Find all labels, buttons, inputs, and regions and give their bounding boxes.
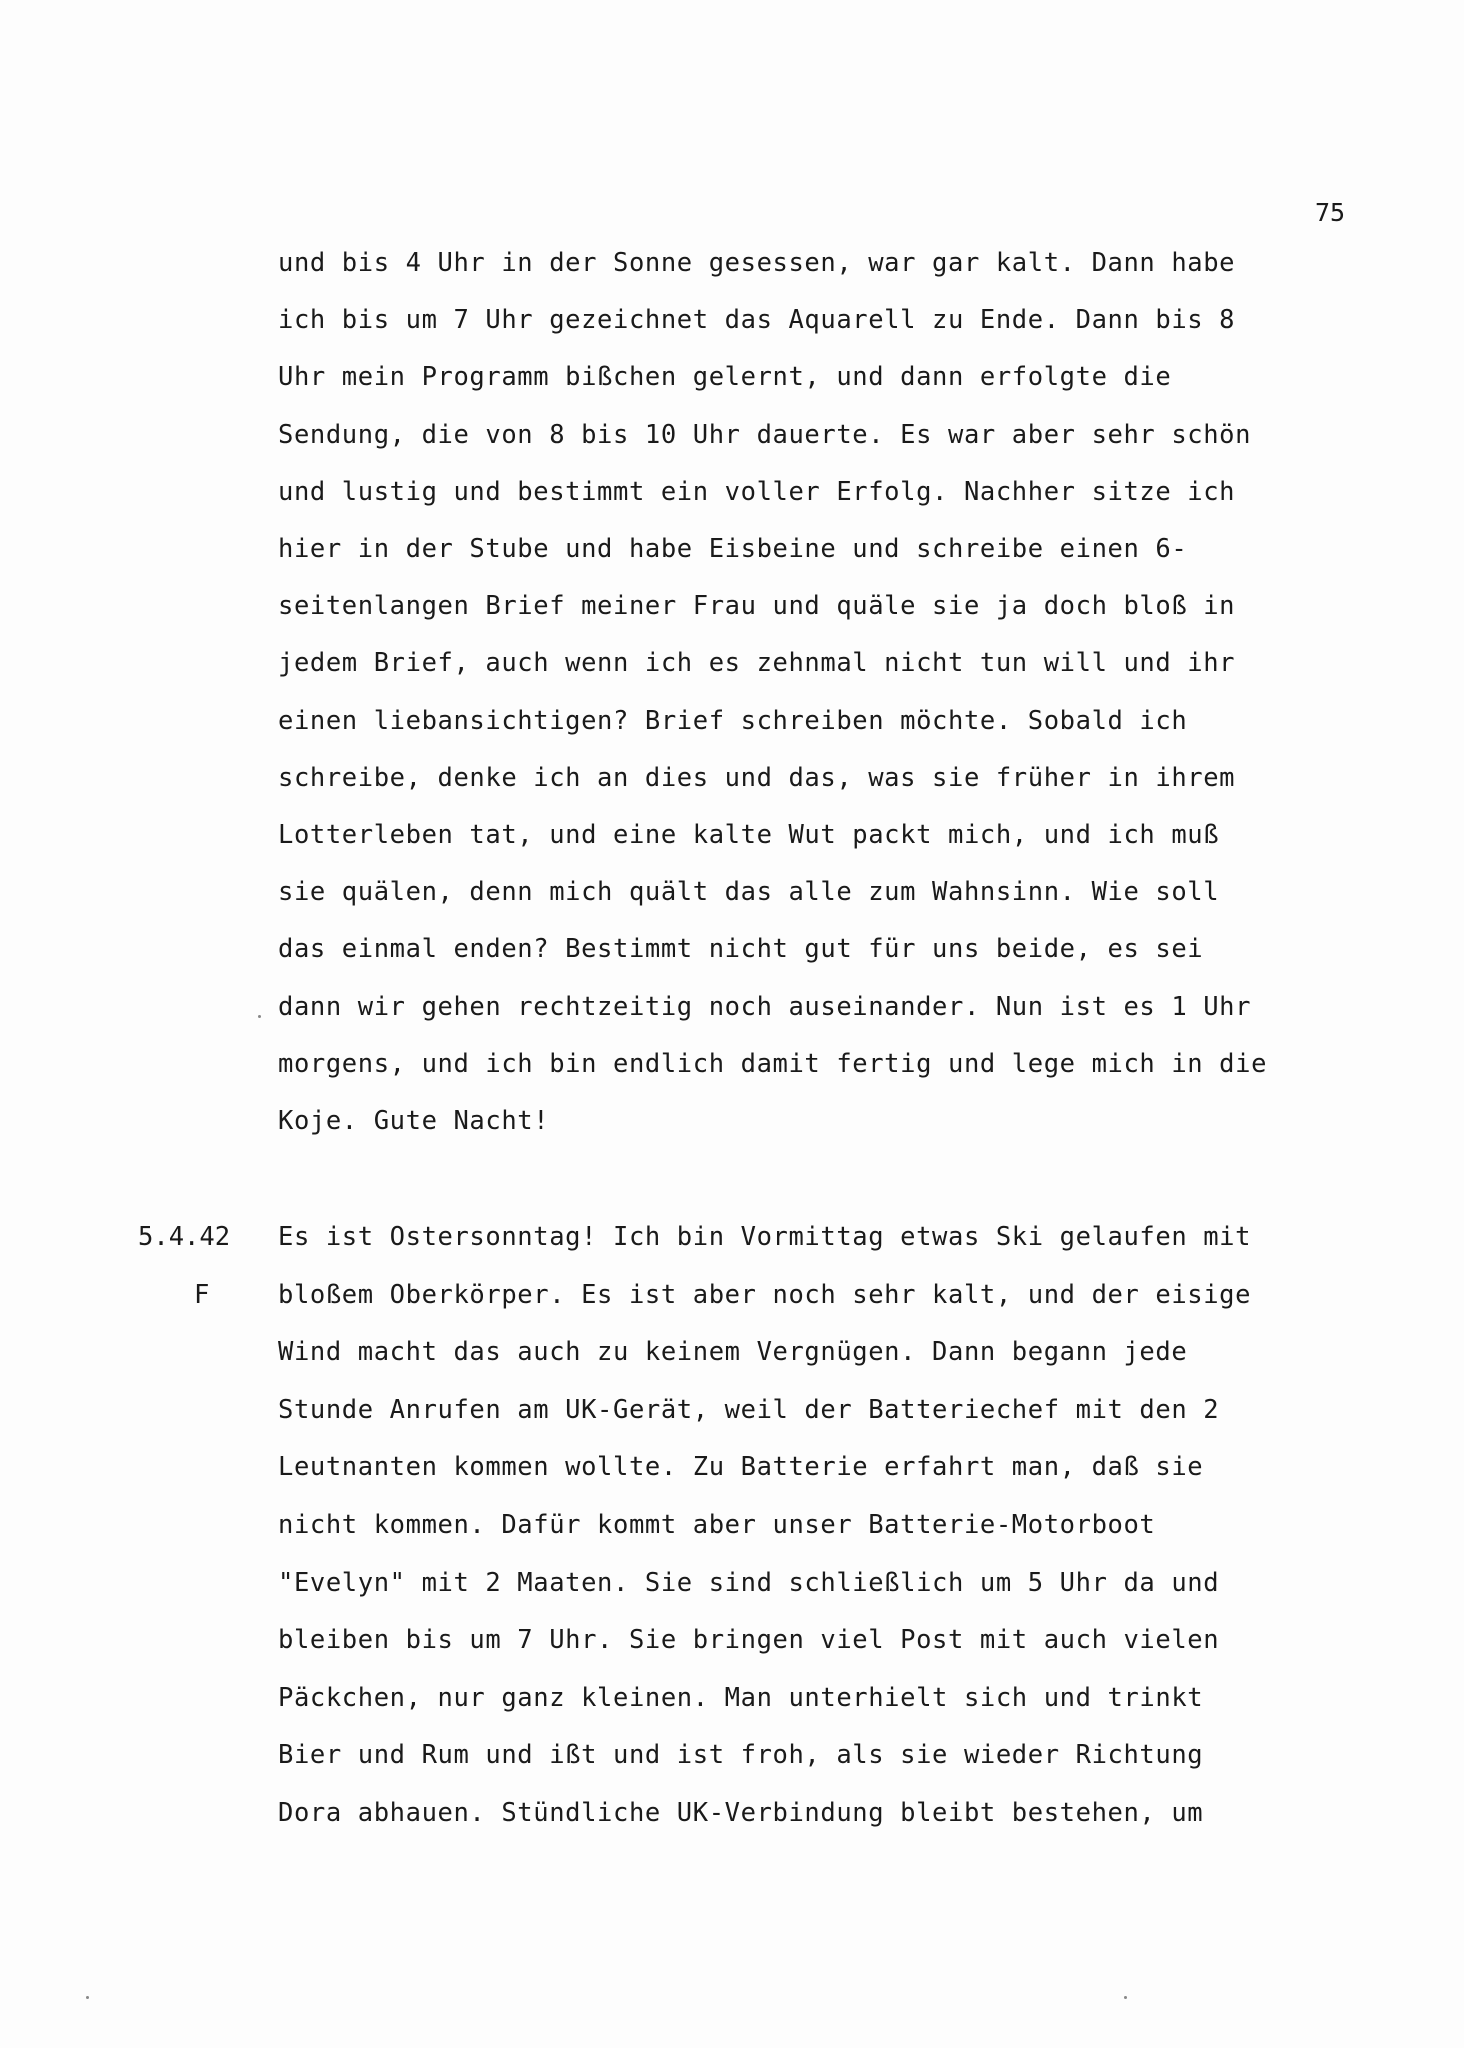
- scan-speck: [86, 1996, 89, 1999]
- text-line: Es ist Ostersonntag! Ich bin Vormittag etwas Ski gelaufen mit: [278, 1222, 1252, 1252]
- text-line: sie quälen, denn mich quält das alle zum Wahnsinn. Wie soll: [278, 877, 1220, 908]
- text-line: Uhr mein Programm bißchen gelernt, und dann erfolgte die: [278, 362, 1172, 393]
- entry-date: 5.4.42: [138, 1222, 231, 1252]
- text-line: Bier und Rum und ißt und ist froh, als sie wieder Richtung: [278, 1740, 1204, 1771]
- text-line: und bis 4 Uhr in der Sonne gesessen, war gar kalt. Dann habe: [278, 248, 1236, 278]
- text-line: ich bis um 7 Uhr gezeichnet das Aquarell zu Ende. Dann bis 8: [278, 305, 1236, 336]
- entry-marker: F: [194, 1280, 210, 1310]
- text-line: bloßem Oberkörper. Es ist aber noch sehr kalt, und der eisige: [278, 1279, 1252, 1310]
- text-line: Leutnanten kommen wollte. Zu Batterie erfahrt man, daß sie: [278, 1452, 1204, 1483]
- text-line: Lotterleben tat, und eine kalte Wut packt mich, und ich muß: [278, 820, 1220, 850]
- text-line: einen liebansichtigen? Brief schreiben möchte. Sobald ich: [278, 705, 1188, 736]
- scan-speck: [1124, 1996, 1127, 1999]
- page-number: 75: [1315, 198, 1346, 227]
- text-line: Sendung, die von 8 bis 10 Uhr dauerte. Es war aber sehr schön: [278, 419, 1252, 450]
- text-line: jedem Brief, auch wenn ich es zehnmal nicht tun will und ihr: [278, 648, 1236, 679]
- text-line: schreibe, denke ich an dies und das, was sie früher in ihrem: [278, 762, 1236, 793]
- text-line: seitenlangen Brief meiner Frau und quäle sie ja doch bloß in: [278, 591, 1236, 622]
- text-line: und lustig und bestimmt ein voller Erfolg. Nachher sitze ich: [278, 476, 1236, 507]
- scan-speck: [258, 1015, 261, 1018]
- text-line: bleiben bis um 7 Uhr. Sie bringen viel Post mit auch vielen: [278, 1625, 1220, 1656]
- text-line: dann wir gehen rechtzeitig noch auseinander. Nun ist es 1 Uhr: [278, 991, 1252, 1022]
- text-line: Stunde Anrufen am UK-Gerät, weil der Batteriechef mit den 2: [278, 1394, 1220, 1425]
- text-line: Päckchen, nur ganz kleinen. Man unterhielt sich und trinkt: [278, 1682, 1204, 1713]
- text-line: Koje. Gute Nacht!: [278, 1106, 550, 1136]
- text-line: "Evelyn" mit 2 Maaten. Sie sind schließlich um 5 Uhr da und: [278, 1567, 1220, 1598]
- text-line: das einmal enden? Bestimmt nicht gut für uns beide, es sei: [278, 934, 1204, 965]
- text-line: morgens, und ich bin endlich damit fertig und lege mich in die: [278, 1048, 1268, 1079]
- text-line: nicht kommen. Dafür kommt aber unser Batterie-Motorboot: [278, 1510, 1156, 1540]
- text-line: Dora abhauen. Stündliche UK-Verbindung bleibt bestehen, um: [278, 1798, 1204, 1828]
- text-line: Wind macht das auch zu keinem Vergnügen. Dann begann jede: [278, 1337, 1188, 1368]
- text-line: hier in der Stube und habe Eisbeine und schreibe einen 6-: [278, 534, 1188, 564]
